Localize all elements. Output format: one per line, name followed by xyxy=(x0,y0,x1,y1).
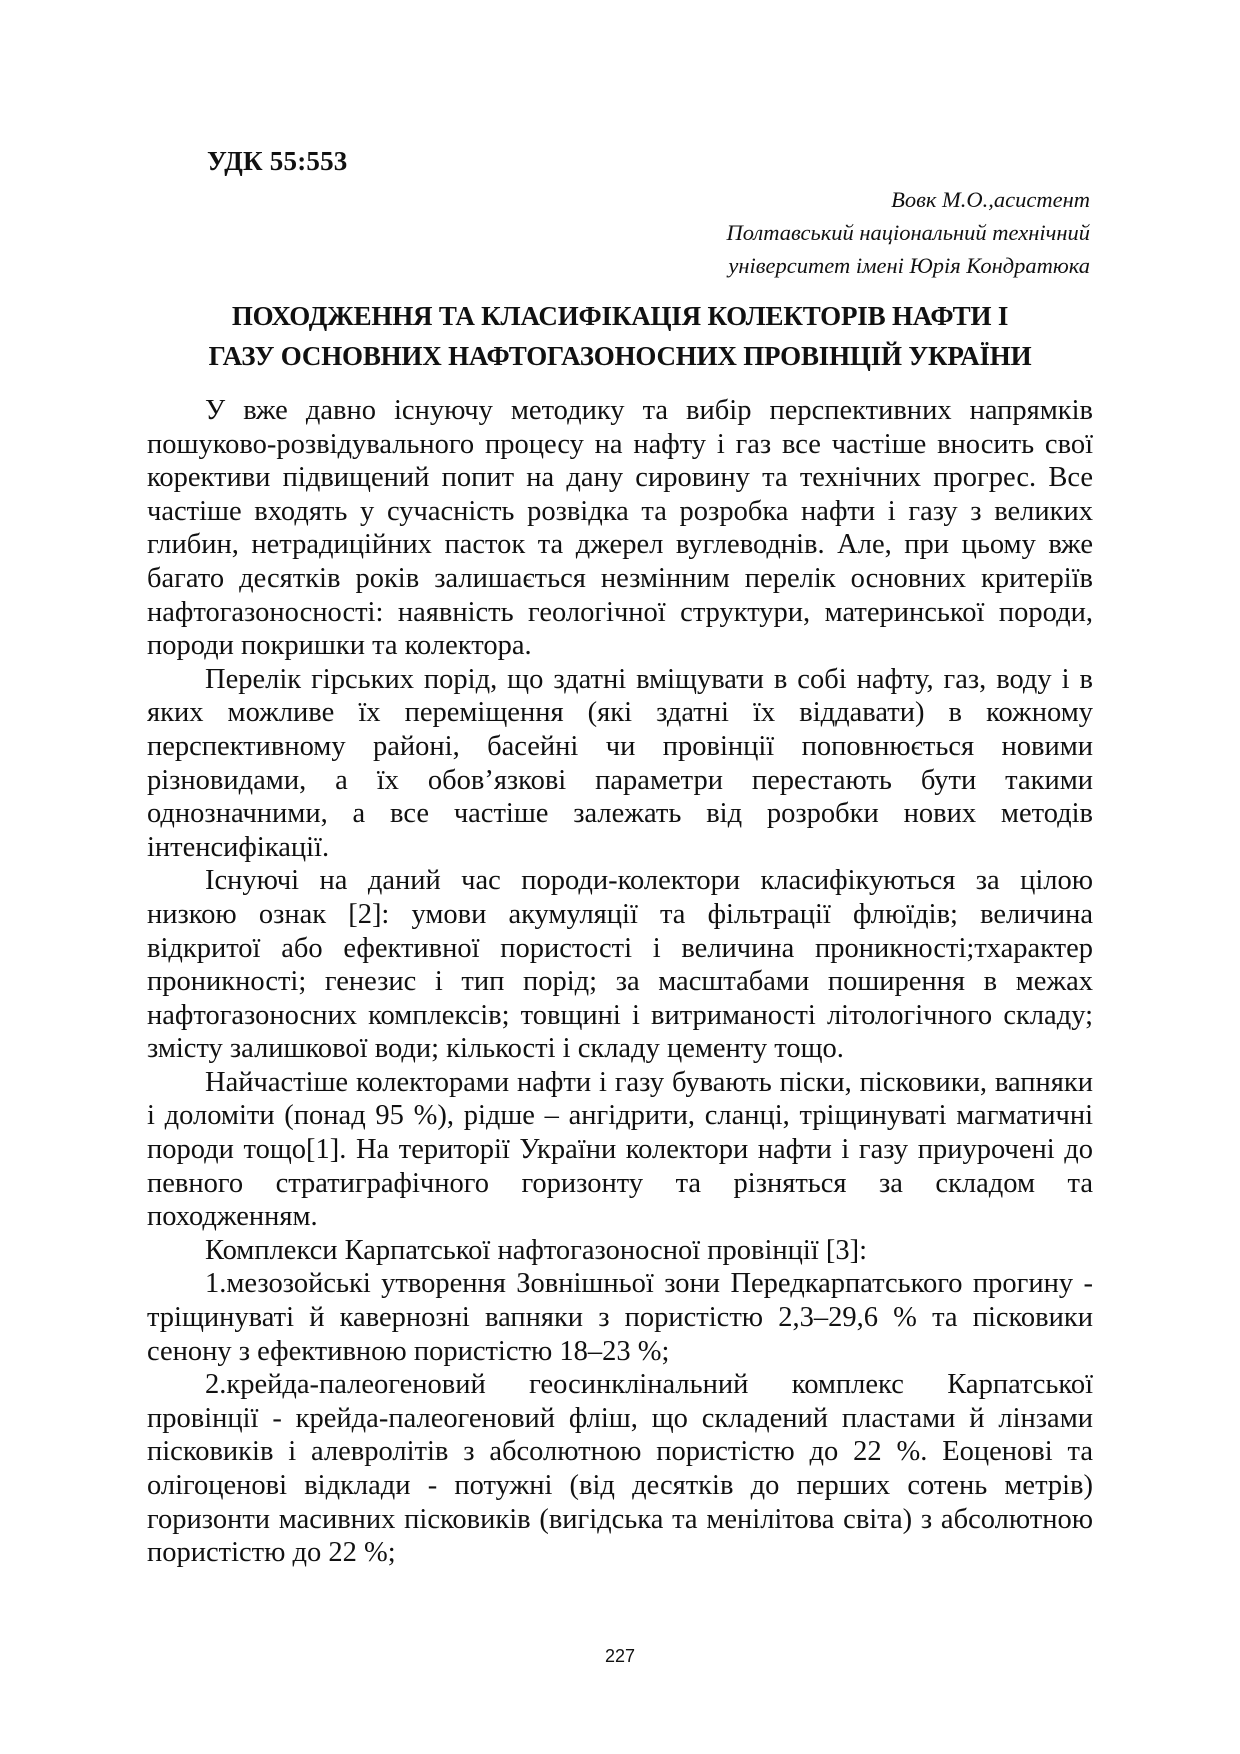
author-block xyxy=(726,183,1090,282)
udk-code: УДК 55:553 xyxy=(207,146,348,176)
paragraph: Найчастіше колекторами нафти і газу бувають піски, пісковики, вапняки і доломіти (понад 95 %), рідше – ангідрити, сланці, тріщинуваті магматичні породи тощо[1]. На території України колектори нафти і газу приурочені до певного стратиграфічного горизонту та різняться за складом та походженням. xyxy=(147,1066,1093,1233)
article-title xyxy=(140,296,1100,376)
paragraph: Перелік гірських порід, що здатні вміщувати в собі нафту, газ, воду і в яких можливе їх переміщення (які здатні їх віддавати) в кожному перспективному районі, басейні чи провінції поповнюється новими різновидами, а їх обов’язкові параметри перестають бути такими однозначними, а все частіше залежать від розробки нових методів інтенсифікації. xyxy=(147,663,1093,863)
title-line-2: ГАЗУ ОСНОВНИХ НАФТОГАЗОНОСНИХ ПРОВІНЦІЙ УКРАЇНИ xyxy=(208,341,1032,371)
list-item-paragraph: 1.мезозойські утворення Зовнішньої зони Передкарпатського прогину - тріщинуваті й кавернозні вапняки з пористістю 2,3–29,6 % та пісковики сенону з ефективною пористістю 18–23 %; xyxy=(147,1268,1093,1367)
title-line-1: ПОХОДЖЕННЯ ТА КЛАСИФІКАЦІЯ КОЛЕКТОРІВ НАФТИ І xyxy=(231,301,1009,331)
paragraph: Існуючі на даний час породи-колектори класифікуються за цілою низкою ознак [2]: умови акумуляції та фільтрації флюїдів; величина відкритої або ефективної пористості і величина проникності;тхарактер проникності; генезис і тип порід; за масштабами поширення в межах нафтогазоносних комплексів; товщині і витриманості літологічного складу; змісту залишкової води; кількості і складу цементу тощо. xyxy=(147,865,1093,1065)
page-number: 227 xyxy=(604,1646,636,1666)
paragraph: Комплекси Карпатської нафтогазоносної провінції [3]: xyxy=(205,1234,867,1266)
author-name: Вовк М.О.,асистент xyxy=(891,187,1090,212)
author-affiliation-line2: університет імені Юрія Кондратюка xyxy=(728,253,1090,278)
paragraph: У вже давно існуючу методику та вибір перспективних напрямків пошуково-розвідувального процесу на нафту і газ все частіше вносить свої корективи підвищений попит на дану сировину та технічних прогрес. Все частіше входять у сучасність розвідка та розробка нафти і газу з великих глибин, нетрадиційних пасток та джерел вуглеводнів. Але, при цьому вже багато десятків років залишається незмінним перелік основних критеріїв нафтогазоносності: наявність геологічної структури, материнської породи, породи покришки та колектора. xyxy=(147,395,1093,662)
author-affiliation-line1: Полтавський національний технічний xyxy=(726,220,1090,245)
article-body xyxy=(147,394,1093,1570)
list-item-paragraph: 2.крейда-палеогеновий геосинклінальний комплекс Карпатської провінції - крейда-палеогеновий фліш, що складений пластами й лінзами пісковиків і алевролітів з абсолютною пористістю до 22 %. Еоценові та олігоценові відклади - потужні (від десятків до перших сотень метрів) горизонти масивних пісковиків (вигідська та менілітова світа) з абсолютною пористістю до 22 %; xyxy=(147,1369,1093,1569)
